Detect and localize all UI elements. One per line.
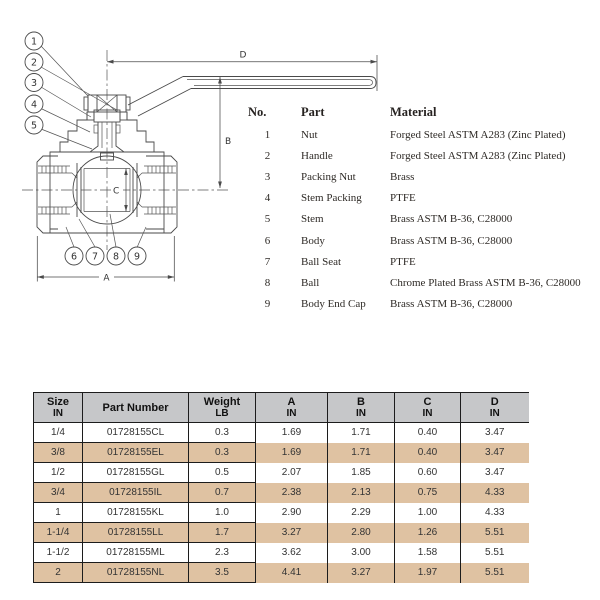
spec-cell-weight: 1.0 (189, 503, 256, 523)
spec-cell-b: 2.80 (328, 523, 395, 543)
spec-row (34, 563, 529, 583)
spec-header-d-l1: D (490, 396, 499, 408)
parts-cell-part: Ball Seat (301, 255, 342, 268)
spec-table-container (33, 392, 529, 583)
parts-cell-material: Brass (390, 170, 415, 183)
parts-row (248, 124, 581, 145)
parts-header-no: No. (248, 104, 267, 119)
dim-label-c: C (113, 186, 120, 197)
spec-header-size-l2: IN (53, 408, 63, 419)
spec-header-a (256, 393, 328, 423)
spec-cell-a: 2.90 (256, 503, 328, 523)
spec-cell-part-number: 01728155ML (83, 543, 189, 563)
parts-cell-no: 7 (264, 255, 271, 268)
parts-material-list (248, 100, 581, 315)
parts-header-material: Material (390, 104, 437, 119)
spec-header-pn-l1: Part Number (102, 401, 169, 414)
parts-cell-no: 3 (264, 170, 271, 183)
parts-row (248, 251, 581, 272)
spec-cell-a: 1.69 (256, 423, 328, 443)
spec-row (34, 503, 529, 523)
spec-cell-size: 3/8 (34, 443, 83, 463)
spec-cell-b: 2.13 (328, 483, 395, 503)
dim-label-d: D (239, 50, 247, 61)
spec-cell-weight: 2.3 (189, 543, 256, 563)
spec-cell-c: 0.40 (395, 443, 461, 463)
spec-cell-weight: 1.7 (189, 523, 256, 543)
parts-cell-part: Stem Packing (301, 192, 362, 205)
spec-cell-c: 0.60 (395, 463, 461, 483)
parts-row (248, 230, 581, 251)
spec-cell-weight: 0.7 (189, 483, 256, 503)
spec-cell-c: 0.75 (395, 483, 461, 503)
parts-cell-part: Ball (301, 276, 320, 289)
spec-cell-a: 2.07 (256, 463, 328, 483)
spec-cell-c: 1.00 (395, 503, 461, 523)
balloon-5: 5 (30, 120, 38, 132)
parts-header-part: Part (301, 104, 325, 119)
spec-cell-d: 5.51 (461, 563, 529, 583)
spec-cell-size: 1-1/4 (34, 523, 83, 543)
parts-cell-material: Forged Steel ASTM A283 (Zinc Plated) (390, 149, 566, 162)
parts-cell-no: 4 (264, 192, 271, 205)
parts-header-row (248, 100, 581, 124)
spec-header-weight (189, 393, 256, 423)
balloon-leader-lines (41, 46, 146, 248)
parts-cell-no: 8 (264, 276, 271, 289)
parts-cell-material: Brass ASTM B-36, C28000 (390, 234, 513, 247)
spec-cell-weight: 3.5 (189, 563, 256, 583)
spec-header-c (395, 393, 461, 423)
spec-cell-a: 4.41 (256, 563, 328, 583)
spec-cell-d: 5.51 (461, 523, 529, 543)
spec-header-part-number (83, 393, 189, 423)
spec-header-row (34, 393, 529, 423)
spec-header-weight-l1: Weight (203, 396, 241, 408)
spec-header-weight-l2: LB (215, 408, 229, 419)
dim-label-a: A (103, 273, 110, 284)
spec-cell-b: 3.27 (328, 563, 395, 583)
parts-cell-no: 9 (264, 298, 271, 311)
parts-row (248, 145, 581, 166)
spec-cell-c: 0.40 (395, 423, 461, 443)
parts-cell-part: Body (301, 234, 325, 247)
spec-cell-size: 3/4 (34, 483, 83, 503)
parts-cell-material: Brass ASTM B-36, C28000 (390, 213, 513, 226)
centerlines (22, 50, 228, 250)
parts-cell-material: PTFE (390, 192, 416, 205)
dim-label-b: B (225, 137, 232, 147)
parts-row (248, 294, 581, 315)
parts-row (248, 209, 581, 230)
spec-cell-part-number: 01728155LL (83, 523, 189, 543)
spec-cell-c: 1.26 (395, 523, 461, 543)
spec-cell-part-number: 01728155IL (83, 483, 189, 503)
parts-cell-material: PTFE (390, 255, 416, 268)
spec-cell-part-number: 01728155EL (83, 443, 189, 463)
parts-cell-no: 2 (264, 149, 271, 162)
spec-cell-d: 4.33 (461, 483, 529, 503)
parts-cell-no: 1 (264, 128, 271, 141)
parts-cell-no: 6 (264, 234, 271, 247)
spec-header-c-l1: C (423, 396, 432, 408)
parts-cell-part: Body End Cap (301, 298, 366, 311)
spec-cell-size: 1/4 (34, 423, 83, 443)
parts-cell-material: Brass ASTM B-36, C28000 (390, 298, 513, 311)
parts-cell-part: Stem (301, 213, 324, 226)
spec-cell-a: 3.27 (256, 523, 328, 543)
balloon-1: 1 (30, 36, 38, 48)
parts-cell-part: Nut (301, 128, 318, 141)
balloon-9: 9 (133, 251, 141, 263)
spec-cell-d: 5.51 (461, 543, 529, 563)
spec-header-a-l1: A (287, 396, 296, 408)
dimension-spec-table (33, 392, 529, 583)
parts-cell-material: Forged Steel ASTM A283 (Zinc Plated) (390, 128, 566, 141)
spec-cell-part-number: 01728155NL (83, 563, 189, 583)
balloon-4: 4 (30, 99, 38, 111)
spec-cell-size: 1/2 (34, 463, 83, 483)
spec-row (34, 443, 529, 463)
spec-cell-b: 3.00 (328, 543, 395, 563)
spec-cell-d: 3.47 (461, 463, 529, 483)
spec-cell-d: 3.47 (461, 443, 529, 463)
balloon-7: 7 (91, 251, 99, 263)
spec-header-b (328, 393, 395, 423)
spec-cell-weight: 0.3 (189, 443, 256, 463)
spec-cell-weight: 0.3 (189, 423, 256, 443)
spec-row (34, 483, 529, 503)
spec-cell-part-number: 01728155GL (83, 463, 189, 483)
spec-header-b-l1: B (357, 396, 365, 408)
spec-cell-part-number: 01728155CL (83, 423, 189, 443)
balloon-6: 6 (70, 251, 78, 263)
spec-header-b-l2: IN (356, 408, 366, 419)
spec-cell-weight: 0.5 (189, 463, 256, 483)
spec-header-a-l2: IN (286, 408, 297, 419)
spec-cell-b: 2.29 (328, 503, 395, 523)
balloon-2: 2 (30, 57, 38, 69)
spec-header-d (461, 393, 529, 423)
dimension-b (218, 77, 231, 188)
parts-row (248, 188, 581, 209)
spec-cell-b: 1.85 (328, 463, 395, 483)
spec-cell-size: 2 (34, 563, 83, 583)
spec-header-size-l1: Size (46, 396, 69, 408)
parts-row (248, 272, 581, 293)
spec-cell-c: 1.97 (395, 563, 461, 583)
spec-cell-a: 1.69 (256, 443, 328, 463)
dimension-d (107, 51, 377, 92)
spec-row (34, 463, 529, 483)
spec-cell-size: 1 (34, 503, 83, 523)
spec-cell-b: 1.71 (328, 443, 395, 463)
parts-cell-part: Packing Nut (301, 170, 356, 183)
parts-row (248, 166, 581, 187)
spec-cell-b: 1.71 (328, 423, 395, 443)
spec-row (34, 423, 529, 443)
spec-cell-d: 4.33 (461, 503, 529, 523)
balloon-3: 3 (30, 77, 38, 89)
spec-cell-a: 2.38 (256, 483, 328, 503)
spec-cell-a: 3.62 (256, 543, 328, 563)
spec-cell-part-number: 01728155KL (83, 503, 189, 523)
parts-cell-material: Chrome Plated Brass ASTM B-36, C28000 (390, 276, 581, 289)
spec-cell-d: 3.47 (461, 423, 529, 443)
parts-cell-no: 5 (264, 213, 271, 226)
spec-cell-c: 1.58 (395, 543, 461, 563)
spec-header-c-l2: IN (422, 408, 433, 419)
dimension-a (37, 236, 174, 284)
spec-row (34, 523, 529, 543)
parts-cell-part: Handle (301, 149, 333, 162)
spec-header-size (34, 393, 83, 423)
balloon-8: 8 (112, 251, 120, 263)
spec-row (34, 543, 529, 563)
spec-header-d-l2: IN (489, 408, 500, 419)
spec-cell-size: 1-1/2 (34, 543, 83, 563)
